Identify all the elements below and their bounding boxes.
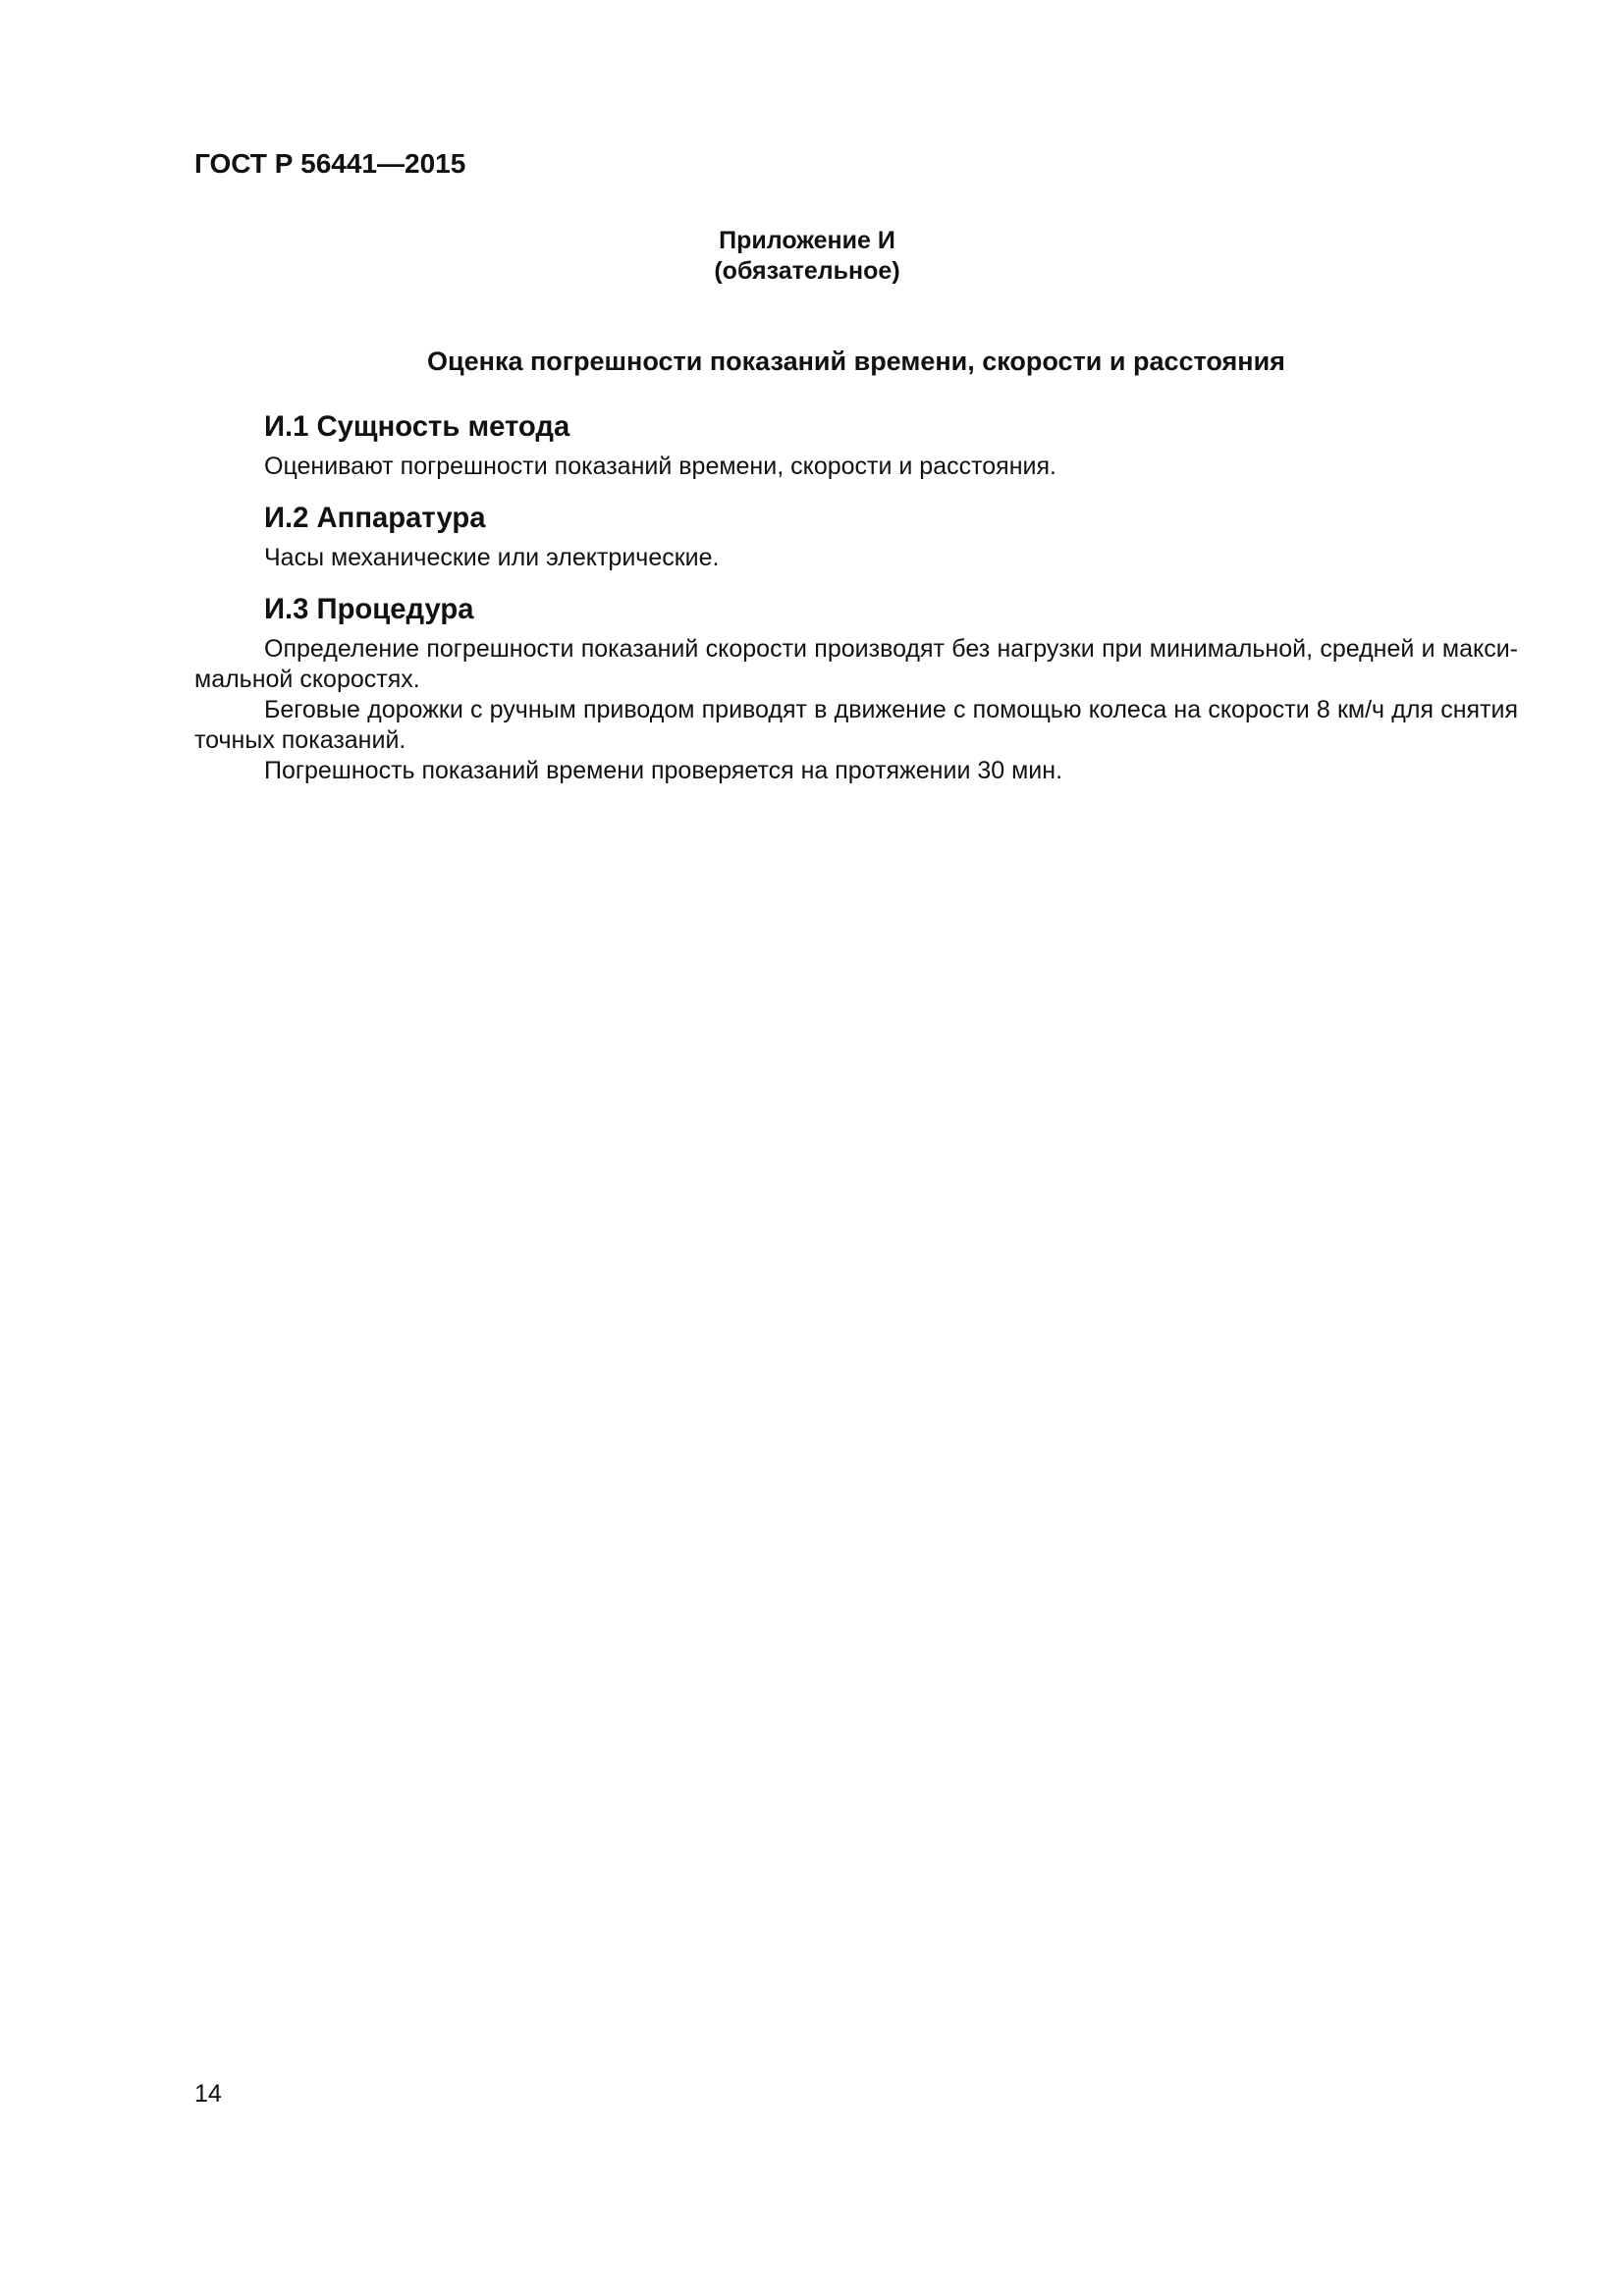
document-code: ГОСТ Р 56441—2015: [194, 148, 466, 179]
section-paragraph: Погрешность показаний времени проверяется на протяжении 30 мин.: [264, 757, 1063, 784]
section-essence: [194, 412, 1518, 482]
page-number: 14: [194, 2080, 222, 2108]
section-heading: И.3 Процедура: [264, 594, 474, 625]
annex-status: (обязательное): [714, 257, 900, 285]
annex-label: Приложение И: [719, 227, 895, 254]
section-paragraph: Оценивают погрешности показаний времени, скорости и расстояния.: [264, 453, 1056, 480]
section-procedure: [194, 595, 1518, 786]
section-heading: И.1 Сущность метода: [264, 411, 570, 443]
section-paragraph: Беговые дорожки с ручным приводом приводят в движение с помощью колеса на скорости 8 км/ч для снятия точных показаний.: [194, 696, 1518, 754]
section-equipment: [194, 504, 1518, 573]
annex-heading: [194, 226, 1420, 287]
section-heading: И.2 Аппаратура: [264, 503, 486, 534]
section-paragraph: Часы механические или электрические.: [264, 544, 720, 571]
section-paragraph: Определение погрешности показаний скорости производят без нагрузки при минимальной, средней и макси-мальной скоростях.: [194, 635, 1518, 693]
annex-title: Оценка погрешности показаний времени, скорости и расстояния: [427, 347, 1285, 376]
annex-body: [194, 412, 1518, 786]
